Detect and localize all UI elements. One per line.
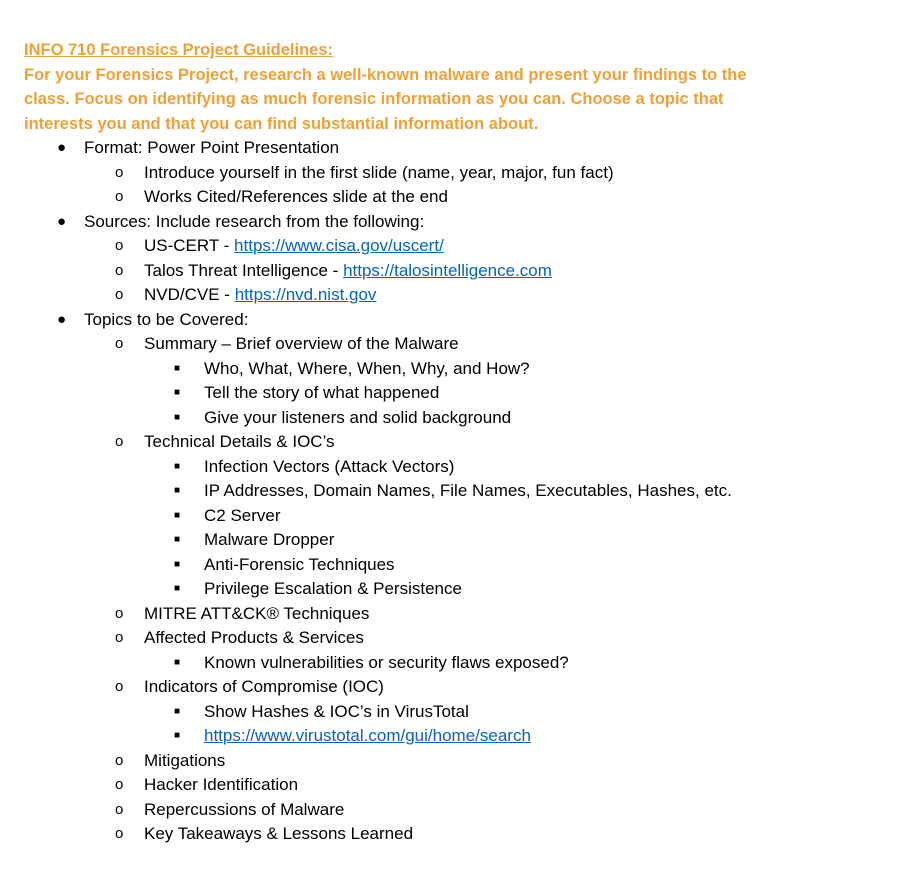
main-list (24, 136, 894, 847)
sources-item (24, 210, 894, 308)
square-bullet-icon: ■ (174, 362, 181, 374)
source-name: NVD/CVE - (144, 285, 235, 304)
circle-bullet-icon: o (115, 678, 124, 695)
square-bullet-icon: ■ (174, 460, 181, 472)
square-bullet-icon: ■ (174, 411, 181, 423)
format-item (24, 136, 894, 210)
intro-line: For your Forensics Project, research a well-known malware and present your findings to the (24, 65, 747, 84)
list-item (84, 185, 894, 210)
circle-bullet-icon: o (115, 776, 124, 793)
source-item-uscert (84, 234, 894, 259)
summary-label: Summary – Brief overview of the Malware (144, 334, 459, 353)
affected-sublist (144, 651, 894, 676)
affected-label: Affected Products & Services (144, 628, 364, 647)
circle-bullet-icon: o (115, 825, 124, 842)
list-item (144, 381, 894, 406)
document-title: INFO 710 Forensics Project Guidelines: (24, 41, 334, 59)
circle-bullet-icon: o (115, 163, 124, 181)
list-item (144, 724, 894, 749)
list-item (144, 577, 894, 602)
list-item (144, 528, 894, 553)
square-bullet-icon: ■ (174, 558, 181, 570)
list-item (144, 479, 894, 504)
mitre-item (84, 602, 894, 627)
circle-bullet-icon: o (115, 261, 124, 279)
square-bullet-icon: ■ (174, 730, 181, 741)
sources-label: Sources: Include research from the following: (84, 211, 425, 231)
bullet-icon: ● (57, 212, 67, 230)
list-item-text: Who, What, Where, When, Why, and How? (204, 358, 530, 378)
list-item-text: Key Takeaways & Lessons Learned (144, 824, 414, 843)
topics-label: Topics to be Covered: (84, 309, 249, 329)
ioc-item (84, 675, 894, 749)
list-item (144, 357, 894, 382)
bullet-icon: ● (57, 139, 67, 156)
square-bullet-icon: ■ (174, 656, 181, 668)
technical-label: Technical Details & IOC’s (144, 432, 335, 451)
list-item-text: Give your listeners and solid background (204, 407, 512, 427)
square-bullet-icon: ■ (174, 705, 181, 717)
circle-bullet-icon: o (115, 335, 124, 352)
uscert-link[interactable]: https://www.cisa.gov/uscert/ (234, 236, 444, 255)
list-item-text: Anti-Forensic Techniques (204, 554, 395, 574)
summary-item (84, 332, 894, 430)
square-bullet-icon: ■ (174, 534, 181, 545)
circle-bullet-icon: o (115, 237, 124, 254)
technical-item (84, 430, 894, 602)
format-sublist (84, 161, 894, 210)
list-item (144, 553, 894, 578)
technical-sublist (144, 455, 894, 602)
source-item-talos (84, 259, 894, 284)
list-item (144, 406, 894, 431)
summary-sublist (144, 357, 894, 431)
circle-bullet-icon: o (115, 604, 124, 622)
list-item-text: Show Hashes & IOC’s in VirusTotal (204, 701, 469, 721)
list-item-text: Introduce yourself in the first slide (name, year, major, fun fact) (144, 162, 614, 182)
list-item (144, 700, 894, 725)
list-item-text: Infection Vectors (Attack Vectors) (204, 456, 455, 476)
list-item-text: C2 Server (204, 505, 281, 525)
bullet-icon: ● (57, 310, 67, 328)
hacker-identification-item (84, 773, 894, 798)
list-item (84, 161, 894, 186)
ioc-label: Indicators of Compromise (IOC) (144, 677, 384, 696)
format-label: Format: Power Point Presentation (84, 138, 340, 157)
square-bullet-icon: ■ (174, 387, 181, 398)
talos-link[interactable]: https://talosintelligence.com (343, 260, 552, 280)
list-item-text: Privilege Escalation & Persistence (204, 579, 462, 598)
circle-bullet-icon: o (115, 286, 124, 303)
intro-line: interests you and that you can find substantial information about. (24, 114, 539, 133)
square-bullet-icon: ■ (174, 583, 181, 594)
list-item-text: Malware Dropper (204, 530, 335, 549)
affected-item (84, 626, 894, 675)
mitigations-item (84, 749, 894, 774)
square-bullet-icon: ■ (174, 509, 181, 521)
list-item-text: Works Cited/References slide at the end (144, 187, 448, 206)
key-takeaways-item (84, 822, 894, 847)
topics-item (24, 308, 894, 847)
list-item (144, 504, 894, 529)
circle-bullet-icon: o (115, 800, 124, 818)
list-item-text: Known vulnerabilities or security flaws exposed? (204, 652, 569, 672)
source-item-nvd (84, 283, 894, 308)
document (24, 38, 894, 847)
list-item (144, 455, 894, 480)
sources-sublist (84, 234, 894, 308)
circle-bullet-icon: o (115, 751, 124, 769)
list-item-text: IP Addresses, Domain Names, File Names, Executables, Hashes, etc. (204, 481, 732, 500)
list-item-text: Tell the story of what happened (204, 383, 440, 402)
mitre-label: MITRE ATT&CK® Techniques (144, 603, 370, 623)
intro-line: class. Focus on identifying as much forensic information as you can. Choose a topic that (24, 90, 724, 108)
circle-bullet-icon: o (115, 629, 124, 646)
virustotal-link[interactable]: https://www.virustotal.com/gui/home/search (204, 726, 531, 745)
source-name: US-CERT - (144, 236, 235, 255)
list-item-text: Hacker Identification (144, 775, 299, 794)
intro-paragraph (24, 63, 894, 137)
square-bullet-icon: ■ (174, 485, 181, 496)
repercussions-item (84, 798, 894, 823)
list-item-text: Mitigations (144, 750, 226, 770)
circle-bullet-icon: o (115, 188, 124, 205)
list-item (144, 651, 894, 676)
ioc-sublist (144, 700, 894, 749)
topics-sublist (84, 332, 894, 847)
list-item-text: Repercussions of Malware (144, 799, 345, 819)
nvd-link[interactable]: https://nvd.nist.gov (234, 285, 377, 304)
circle-bullet-icon: o (115, 433, 124, 450)
source-name: Talos Threat Intelligence - (144, 260, 344, 280)
